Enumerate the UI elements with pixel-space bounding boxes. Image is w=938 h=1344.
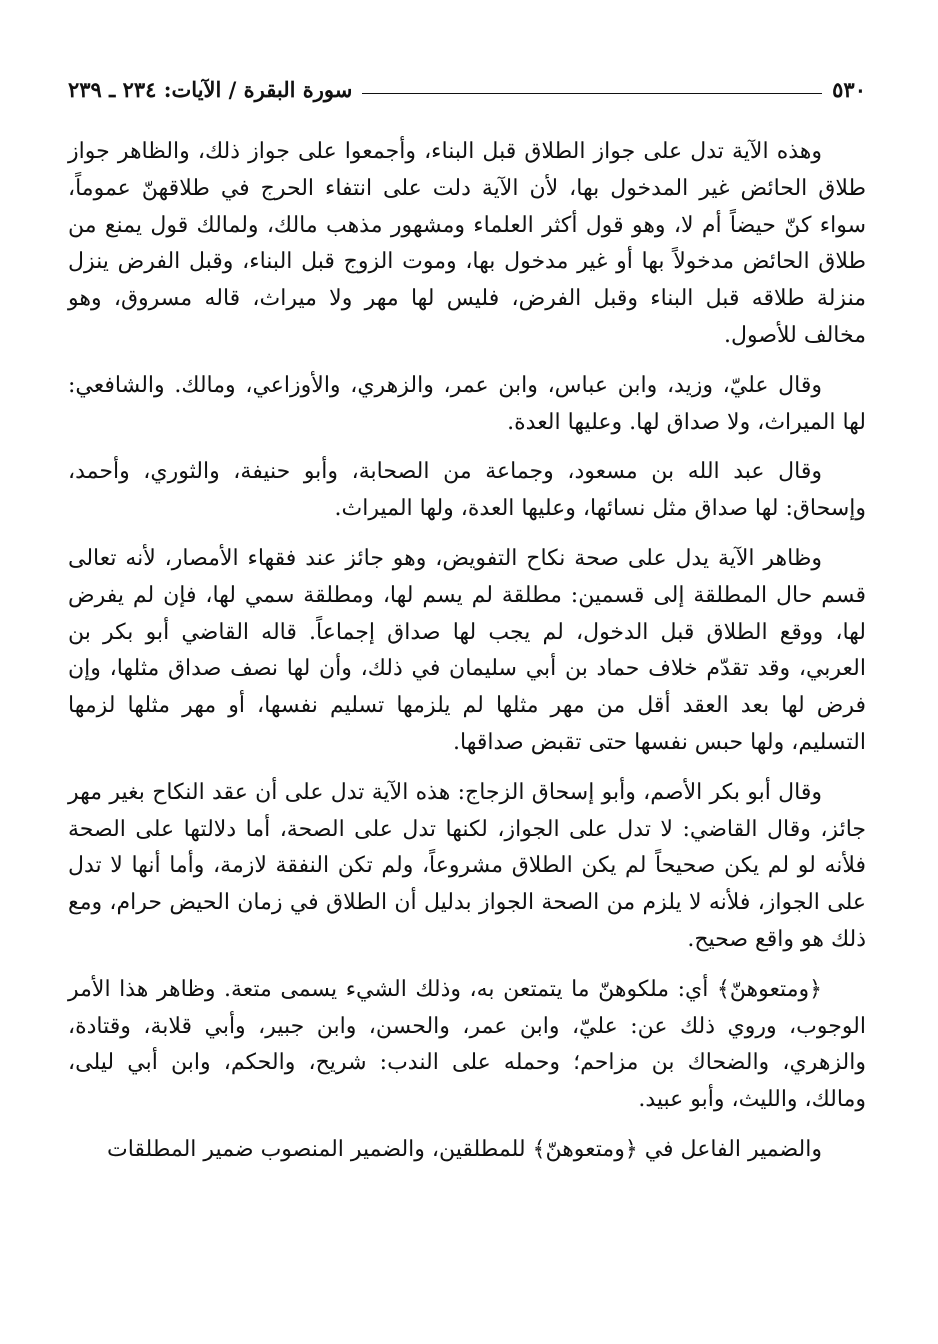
paragraph: ﴿ومتعوهنّ﴾ أي: ملكوهنّ ما يتمتعن به، وذلك الشيء يسمى متعة. وظاهر هذا الأمر الوجوب، وروي ذلك عن: عليّ، وابن عمر، والحسن، وابن جبير، وأبي قلابة، وقتادة، والزهري، والضحاك بن مزاحم؛ وحمله على الندب: شريح، والحكم، وابن أبي ليلى، ومالك، والليث، وأبو عبيد. bbox=[68, 976, 866, 1113]
running-header bbox=[68, 56, 866, 100]
page-number: ٥٣٠ bbox=[832, 77, 866, 102]
paragraph: وهذه الآية تدل على جواز الطلاق قبل البناء، وأجمعوا على جواز ذلك، والظاهر جواز طلاق الحائض غير المدخول بها، لأن الآية دلت على انتفاء الحرج في طلاقهنّ عموماً، سواء كنّ حيضاً أم لا، وهو قول أكثر العلماء ومشهور مذهب مالك، ولمالك قول يمنع من طلاق الحائض مدخولاً بها أو غير مدخول بها، وموت الزوج قبل البناء، وقبل الفرض ينزل منزلة طلاقه قبل البناء وقبل الفرض، فليس لها مهر ولا ميراث، قاله مسروق، وهو مخالف للأصول. bbox=[68, 139, 866, 348]
running-title: سورة البقرة / الآيات: ٢٣٤ ـ ٢٣٩ bbox=[68, 77, 353, 102]
page-body bbox=[68, 134, 866, 1169]
paragraph: وقال عليّ، وزيد، وابن عباس، وابن عمر، والزهري، والأوزاعي، ومالك. والشافعي: لها الميراث، ولا صداق لها. وعليها العدة. bbox=[68, 372, 866, 435]
paragraph: والضمير الفاعل في ﴿ومتعوهنّ﴾ للمطلقين، والضمير المنصوب ضمير المطلقات bbox=[107, 1136, 822, 1162]
header-rule bbox=[362, 93, 822, 94]
book-page bbox=[68, 56, 866, 1169]
paragraph: وقال أبو بكر الأصم، وأبو إسحاق الزجاج: هذه الآية تدل على أن عقد النكاح بغير مهر جائز، وقال القاضي: لا تدل على الجواز، لكنها تدل على الصحة، أما دلالتها على الصحة فلأنه لو لم يكن صحيحاً لم يكن الطلاق مشروعاً، ولم تكن النفقة لازمة، وأما أنها لا تدل على الجواز، فلأنه لا يلزم من الصحة الجواز بدليل أن الطلاق في زمان الحيض حرام، ومع ذلك هو واقع صحيح. bbox=[68, 779, 866, 952]
paragraph: وظاهر الآية يدل على صحة نكاح التفويض، وهو جائز عند فقهاء الأمصار، لأنه تعالى قسم حال المطلقة إلى قسمين: مطلقة لم يسم لها، ومطلقة سمي لها، فإن لم يفرض لها، ووقع الطلاق قبل الدخول، لم يجب لها صداق إجماعاً. قاله القاضي أبو بكر بن العربي، وقد تقدّم خلاف حماد بن أبي سليمان في ذلك، وأن لها نصف صداق مثلها، وإن فرض لها بعد العقد أقل من مهر مثلها لم يلزمها تسليم نفسها، أو مهر مثلها لزمها التسليم، ولها حبس نفسها حتى تقبض صداقها. bbox=[68, 545, 866, 755]
paragraph: وقال عبد الله بن مسعود، وجماعة من الصحابة، وأبو حنيفة، والثوري، وأحمد، وإسحاق: لها صداق مثل نسائها، وعليها العدة، ولها الميراث. bbox=[68, 459, 866, 522]
